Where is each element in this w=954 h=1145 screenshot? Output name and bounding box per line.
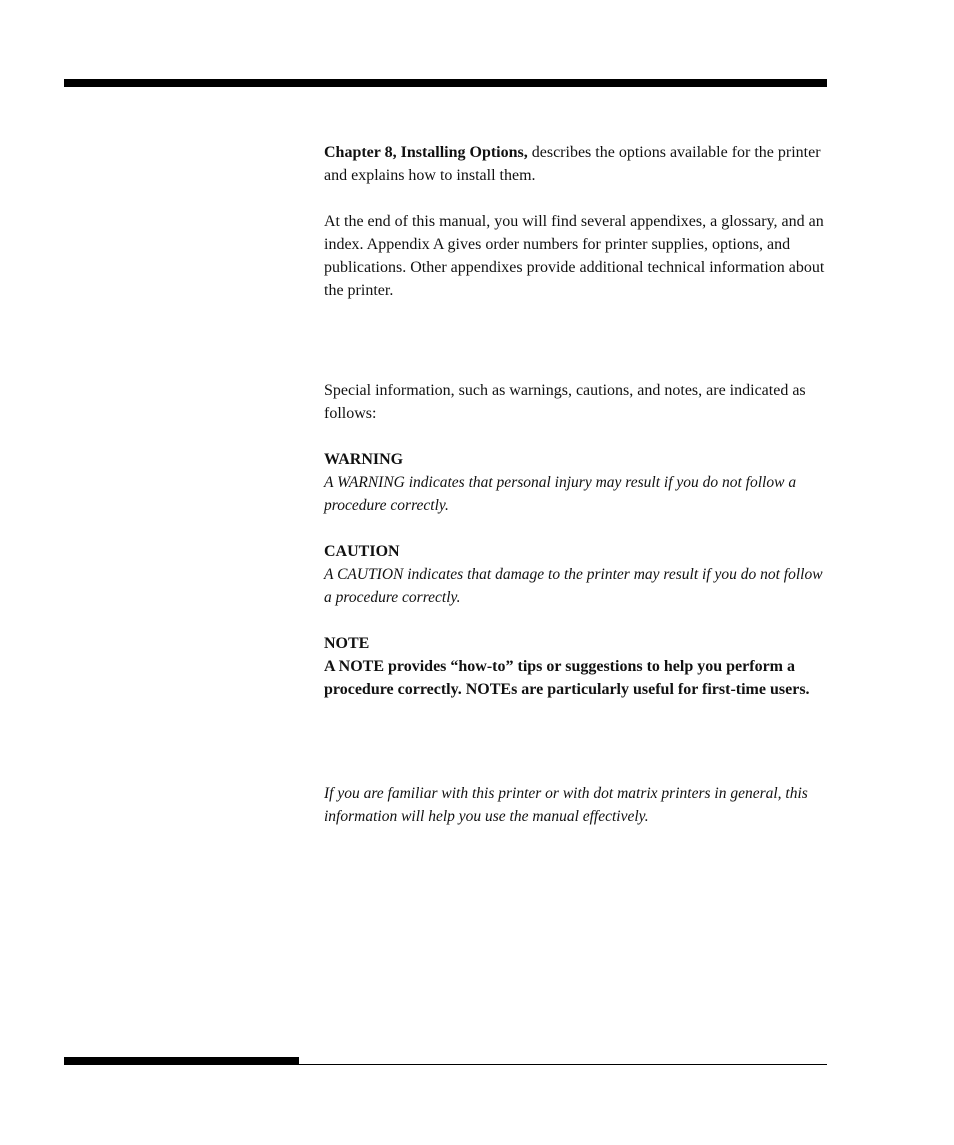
note-label: NOTE [324, 635, 370, 652]
special-info-paragraph: Special information, such as warnings, cautions, and notes, are indicated as follows: [324, 382, 806, 422]
warning-text: A WARNING indicates that personal injury may result if you do not follow a procedure correctly. [324, 474, 797, 514]
page-content [324, 141, 829, 828]
chapter-8-lead: Chapter 8, Installing Options, [324, 144, 528, 161]
note-text: A NOTE provides “how-to” tips or suggestions to help you perform a procedure correctly. NOTEs are particularly useful for first-time users. [324, 658, 810, 698]
top-rule [64, 79, 827, 87]
footer-rule-thin [64, 1064, 827, 1065]
caution-block [324, 540, 829, 609]
note-block [324, 632, 829, 701]
warning-label: WARNING [324, 451, 404, 468]
caution-label: CAUTION [324, 543, 400, 560]
caution-text: A CAUTION indicates that damage to the printer may result if you do not follow a procedure correctly. [324, 566, 823, 606]
chapter-8-paragraph [324, 141, 829, 187]
familiarity-tip: If you are familiar with this printer or with dot matrix printers in general, this information will help you use the manual effectively. [324, 785, 808, 825]
warning-block [324, 448, 829, 517]
appendix-paragraph: At the end of this manual, you will find several appendixes, a glossary, and an index. Appendix A gives order numbers for printer supplies, options, and publications. Other appendixes provide additional technical information about the printer. [324, 213, 825, 299]
chapter-8-text: describes the options available for the printer and explains how to install them. [324, 144, 821, 184]
